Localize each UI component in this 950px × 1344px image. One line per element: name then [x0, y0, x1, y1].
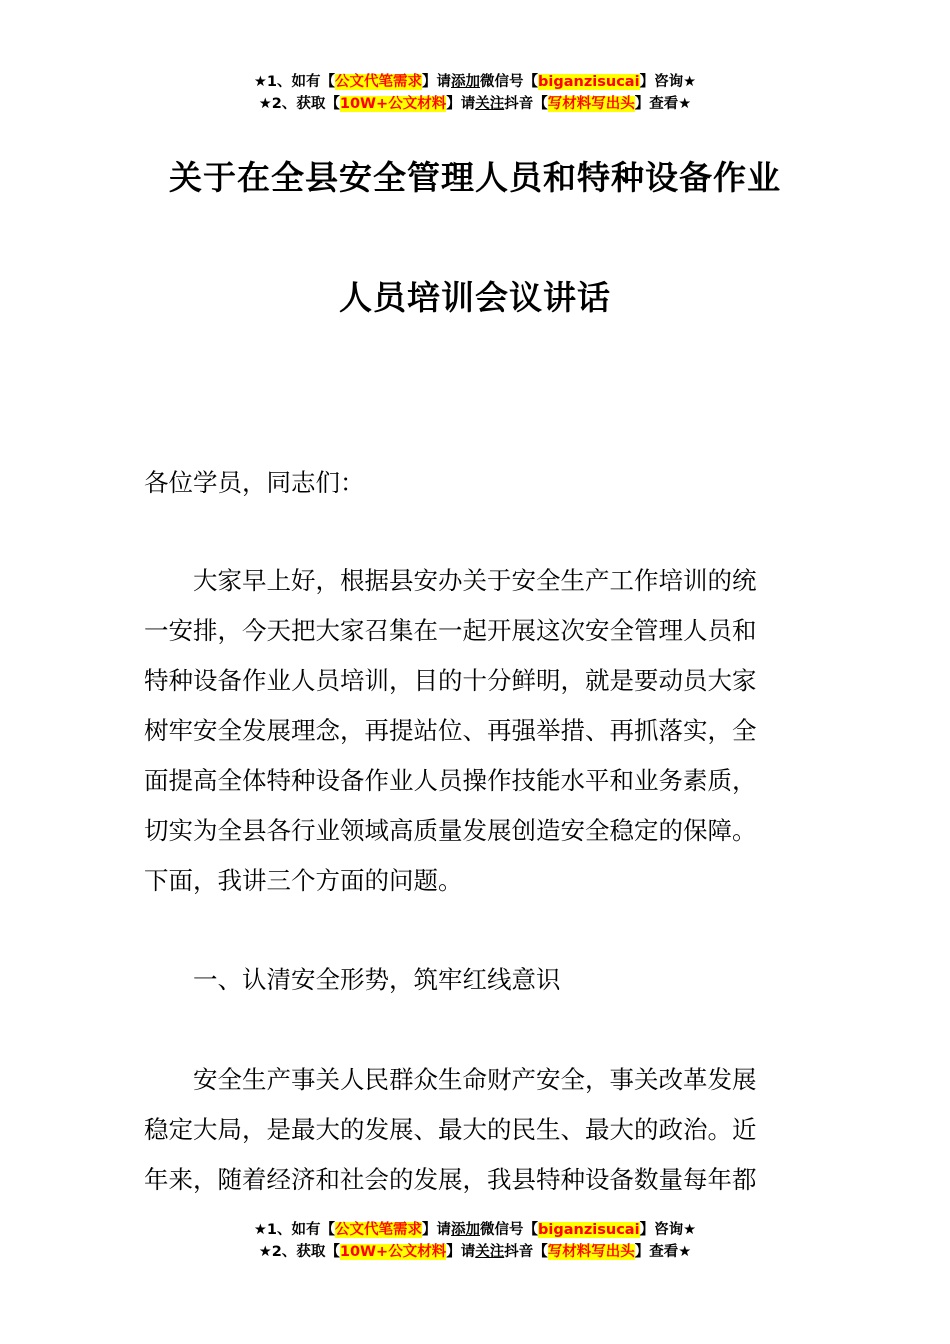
banner-underlined: 添加	[451, 74, 481, 90]
header-banner-line1	[0, 71, 950, 93]
banner-underlined: 添加	[451, 1222, 481, 1238]
paragraph-line: 面提高全体特种设备作业人员操作技能水平和业务素质，	[144, 766, 757, 795]
banner-highlight: 写材料写出头	[547, 1244, 635, 1260]
banner-highlight: 公文代笔需求	[335, 1222, 423, 1238]
paragraph-2	[144, 1055, 808, 1205]
banner-highlight: 10W+公文材料	[339, 96, 447, 112]
header-banner	[0, 71, 950, 115]
footer-banner-line2	[0, 1241, 950, 1263]
banner-text: ★1、如有【	[253, 74, 336, 90]
banner-text: ★2、获取【	[258, 96, 340, 112]
paragraph-line: 大家早上好，根据县安办关于安全生产工作培训的统	[193, 566, 757, 595]
salutation-text: 各位学员，同志们：	[144, 468, 365, 497]
banner-underlined: 关注	[475, 1244, 505, 1260]
banner-text: 】请	[446, 96, 476, 112]
banner-text: 微信号【	[480, 74, 539, 90]
banner-text: 抖音【	[504, 1244, 548, 1260]
paragraph-line: 安全生产事关人民群众生命财产安全，事关改革发展	[193, 1065, 757, 1094]
banner-text: 】咨询★	[639, 74, 697, 90]
banner-highlight: 10W+公文材料	[339, 1244, 447, 1260]
banner-text: 】咨询★	[639, 1222, 697, 1238]
header-banner-line2	[0, 93, 950, 115]
banner-text: ★2、获取【	[258, 1244, 340, 1260]
banner-underlined: 关注	[475, 96, 505, 112]
banner-highlight: biganzisucai	[538, 1222, 640, 1238]
banner-text: 】请	[422, 1222, 452, 1238]
banner-text: 微信号【	[480, 1222, 539, 1238]
salutation	[144, 458, 808, 508]
paragraph-1	[144, 556, 808, 906]
footer-banner	[0, 1219, 950, 1263]
footer-banner-line1	[0, 1219, 950, 1241]
paragraph-line: 特种设备作业人员培训，目的十分鲜明，就是要动员大家	[144, 666, 757, 695]
banner-highlight: 公文代笔需求	[335, 74, 423, 90]
banner-text: 】查看★	[634, 1244, 692, 1260]
section-heading-1	[144, 955, 808, 1005]
banner-text: 】请	[422, 74, 452, 90]
banner-highlight: 写材料写出头	[547, 96, 635, 112]
document-title-line2: 人员培训会议讲话	[339, 278, 611, 317]
paragraph-line: 年来，随着经济和社会的发展，我县特种设备数量每年都	[144, 1165, 757, 1194]
paragraph-line: 一安排，今天把大家召集在一起开展这次安全管理人员和	[144, 616, 757, 645]
paragraph-line: 切实为全县各行业领域高质量发展创造安全稳定的保障。	[144, 816, 757, 845]
banner-text: 抖音【	[504, 96, 548, 112]
banner-text: 】请	[446, 1244, 476, 1260]
paragraph-line: 下面，我讲三个方面的问题。	[144, 866, 463, 895]
section-heading-text: 一、认清安全形势，筑牢红线意识	[193, 965, 561, 994]
banner-text: ★1、如有【	[253, 1222, 336, 1238]
paragraph-line: 树牢安全发展理念，再提站位、再强举措、再抓落实，全	[144, 716, 757, 745]
banner-text: 】查看★	[634, 96, 692, 112]
document-title-line1: 关于在全县安全管理人员和特种设备作业	[169, 158, 781, 197]
banner-highlight: biganzisucai	[538, 74, 640, 90]
paragraph-line: 稳定大局，是最大的发展、最大的民生、最大的政治。近	[144, 1115, 757, 1144]
